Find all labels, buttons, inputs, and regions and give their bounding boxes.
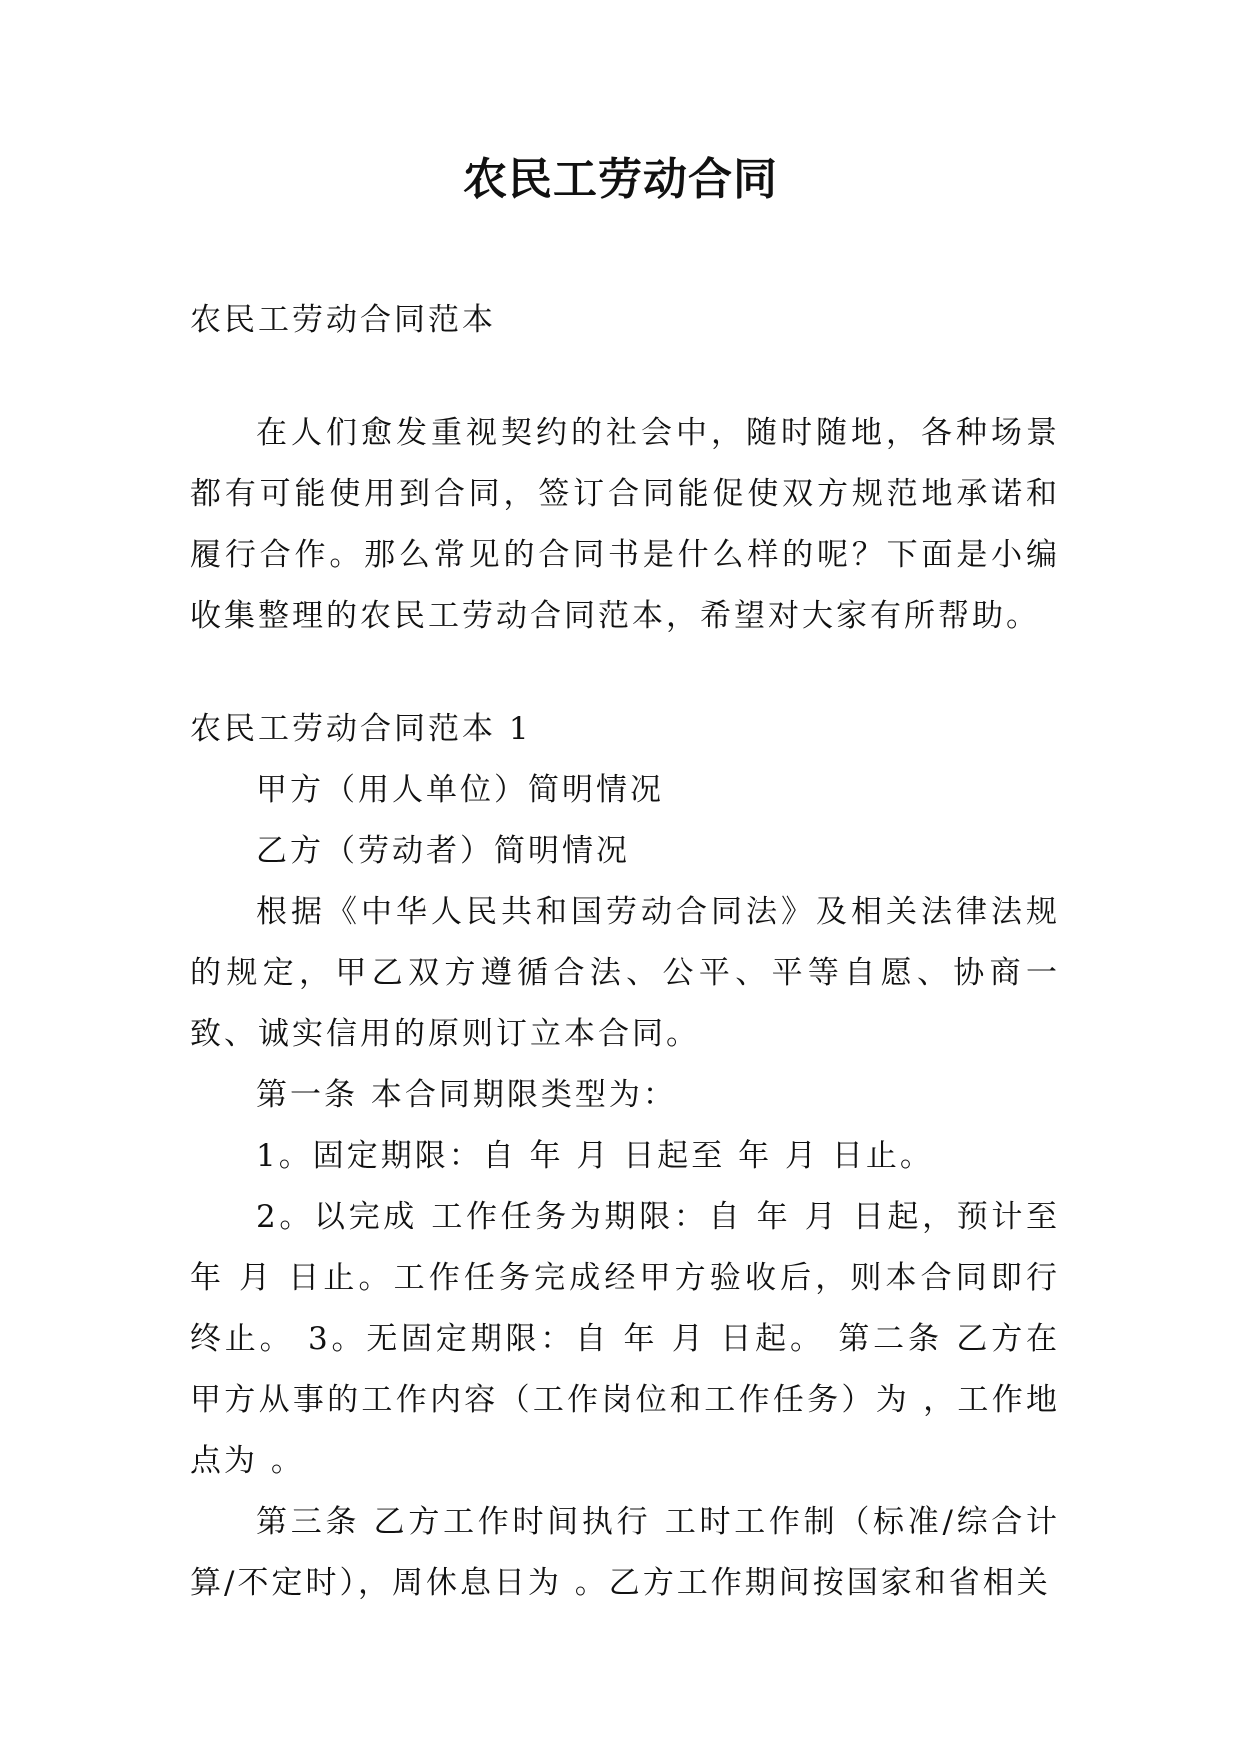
document-body	[190, 290, 1060, 1614]
party-b-info: 乙方（劳动者）简明情况	[256, 833, 630, 869]
task-term-clause: 2。以完成 工作任务为期限：自 年 月 日起，预计至 年 月 日止。工作任务完成经甲方验收后，则本合同即行终止。 3。无固定期限：自 年 月 日起。 第二条 乙方在甲方从事的工作内容（工作岗位和工作任务）为 ，工作地点为 。	[190, 1199, 1060, 1479]
article-one-heading: 第一条 本合同期限类型为：	[256, 1077, 677, 1113]
intro-paragraph: 在人们愈发重视契约的社会中，随时随地，各种场景都有可能使用到合同，签订合同能促使双方规范地承诺和履行合作。那么常见的合同书是什么样的呢？下面是小编收集整理的农民工劳动合同范本，希望对大家有所帮助。	[190, 415, 1060, 634]
party-a-info: 甲方（用人单位）简明情况	[256, 772, 664, 808]
article-three-paragraph: 第三条 乙方工作时间执行 工时工作制（标准/综合计算/不定时），周休息日为 。乙方工作期间按国家和省相关	[190, 1504, 1060, 1601]
section-heading: 农民工劳动合同范本 1	[190, 711, 532, 747]
document-title: 农民工劳动合同	[463, 154, 778, 205]
fixed-term-clause: 1。固定期限：自 年 月 日起至 年 月 日止。	[256, 1138, 934, 1174]
document-subtitle: 农民工劳动合同范本	[190, 302, 496, 338]
legal-basis-paragraph: 根据《中华人民共和国劳动合同法》及相关法律法规的规定，甲乙双方遵循合法、公平、平等自愿、协商一致、诚实信用的原则订立本合同。	[190, 894, 1060, 1052]
